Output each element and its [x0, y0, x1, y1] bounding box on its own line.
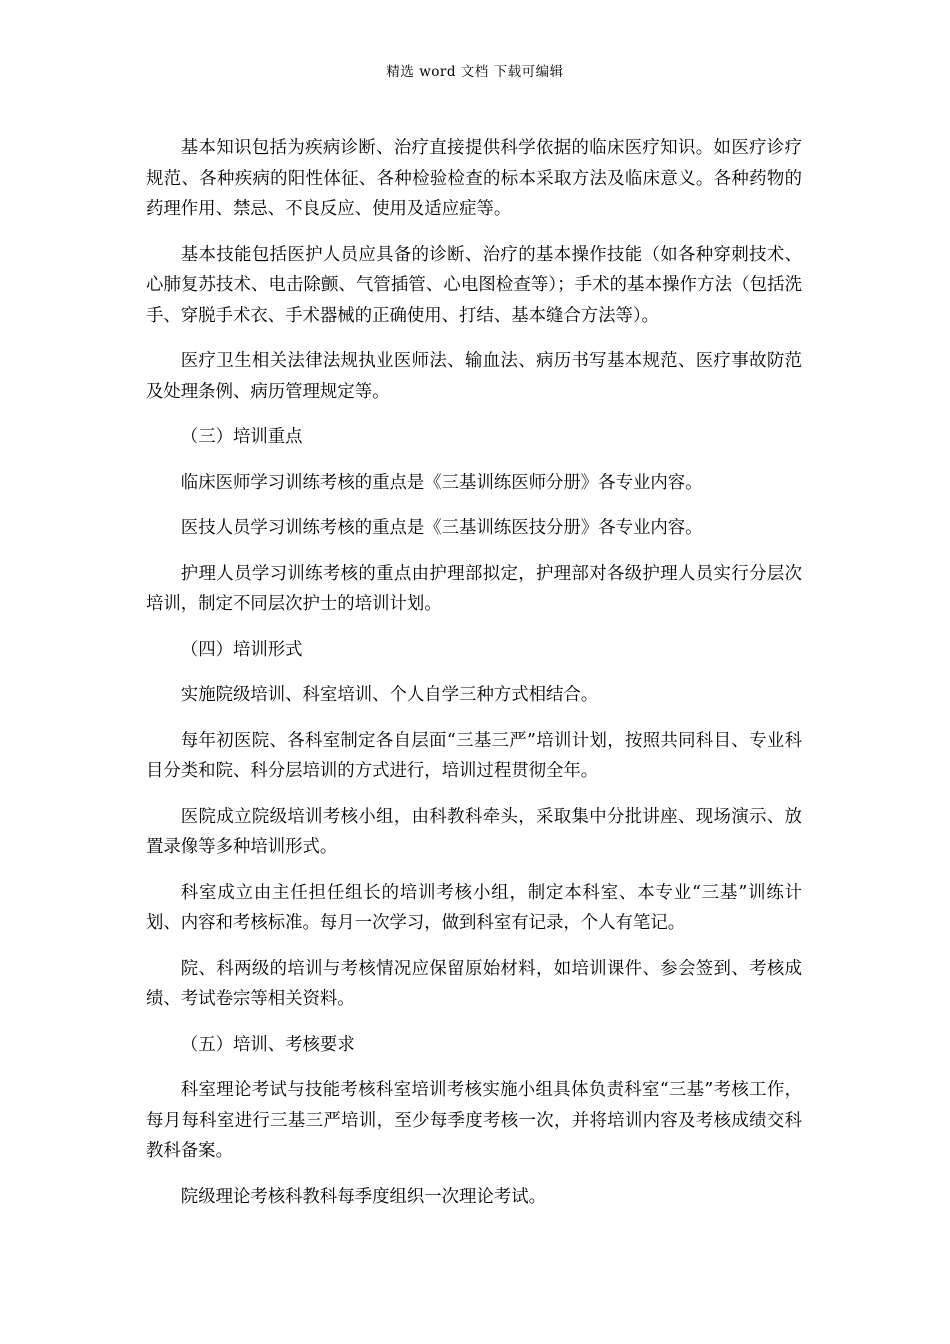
paragraph-three-methods: 实施院级培训、科室培训、个人自学三种方式相结合。 [180, 685, 599, 705]
paragraph-basic-skills: 基本技能包括医护人员应具备的诊断、治疗的基本操作技能（如各种穿刺技术、心肺复苏技术、电击除颤、气管插管、心电图检查等）；手术的基本操作方法（包括洗手、穿脱手术衣、手术器械的正确使用、打结、基本缝合方法等）。 [146, 244, 802, 326]
paragraph-department-group: 科室成立由主任担任组长的培训考核小组，制定本科室、本专业“三基”训练计划、内容和考核标准。每月一次学习，做到科室有记录，个人有笔记。 [146, 882, 802, 933]
paragraph-hospital-exam: 院级理论考核科教科每季度组织一次理论考试。 [180, 1186, 547, 1207]
page-header: 精选 word 文档 下载可编辑 [386, 64, 564, 80]
paragraph-physician-focus: 临床医师学习训练考核的重点是《三基训练医师分册》各专业内容。 [180, 472, 703, 493]
section-heading-training-form: （四）培训形式 [180, 639, 303, 660]
paragraph-technician-focus: 医技人员学习训练考核的重点是《三基训练医技分册》各专业内容。 [180, 518, 703, 538]
paragraph-annual-plan: 每年初医院、各科室制定各自层面“三基三严”培训计划，按照共同科目、专业科目分类和院、科分层培训的方式进行，培训过程贯彻全年。 [146, 730, 802, 781]
paragraph-basic-knowledge: 基本知识包括为疾病诊断、治疗直接提供科学依据的临床医疗知识。如医疗诊疗规范、各种疾病的阳性体征、各种检验检查的标本采取方法及临床意义。各种药物的药理作用、禁忌、不良反应、使用及适应症等。 [146, 138, 802, 219]
document-body [146, 133, 802, 1227]
paragraph-nursing-focus: 护理人员学习训练考核的重点由护理部拟定，护理部对各级护理人员实行分层次培训，制定不同层次护士的培训计划。 [146, 563, 802, 614]
paragraph-records: 院、科两级的培训与考核情况应保留原始材料，如培训课件、参会签到、考核成绩、考试卷宗等相关资料。 [146, 958, 802, 1009]
paragraph-hospital-group: 医院成立院级培训考核小组，由科教科牵头，采取集中分批讲座、现场演示、放置录像等多种培训形式。 [146, 806, 802, 857]
paragraph-department-exam: 科室理论考试与技能考核科室培训考核实施小组具体负责科室“三基”考核工作，每月每科室进行三基三严培训，至少每季度考核一次，并将培训内容及考核成绩交科教科备案。 [146, 1080, 802, 1161]
section-heading-training-focus: （三）培训重点 [180, 427, 303, 447]
paragraph-laws: 医疗卫生相关法律法规执业医师法、输血法、病历书写基本规范、医疗事故防范及处理条例、病历管理规定等。 [146, 351, 802, 402]
section-heading-requirements: （五）培训、考核要求 [180, 1034, 355, 1055]
